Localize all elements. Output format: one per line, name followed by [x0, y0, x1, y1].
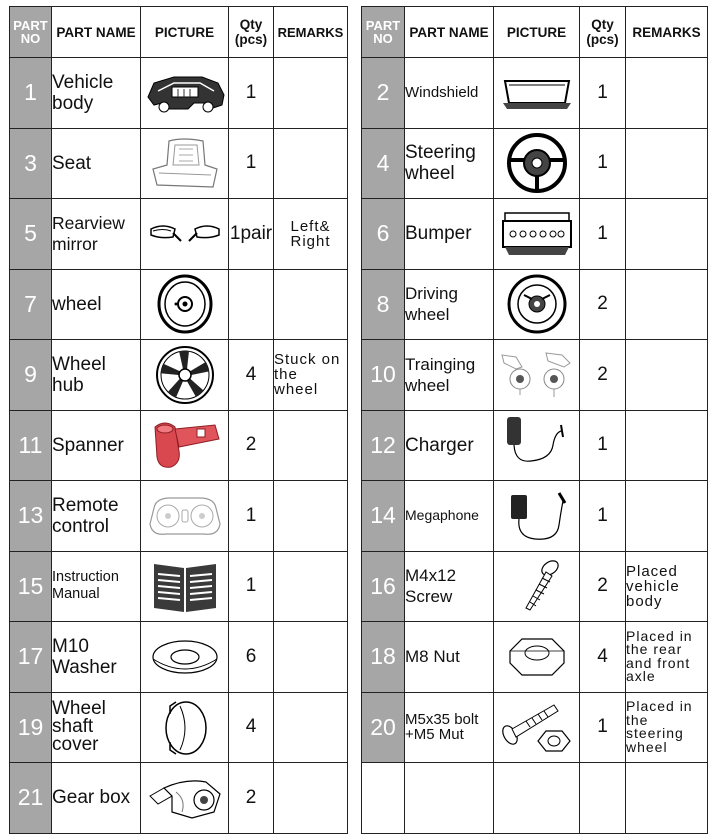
- table-row: [10, 481, 348, 552]
- table-row: [362, 622, 708, 693]
- part-no: 12: [362, 410, 405, 481]
- part-picture: [141, 410, 229, 481]
- driving-wheel-icon: [506, 273, 568, 335]
- seat-icon: [147, 135, 223, 191]
- bumper-icon: [499, 207, 575, 261]
- parts-table-left: [9, 6, 348, 834]
- shaft-cover-icon: [160, 696, 210, 758]
- part-name: [405, 763, 494, 834]
- part-remarks: Placed vehicle body: [626, 551, 708, 622]
- part-picture: [141, 128, 229, 199]
- part-qty: 4: [229, 692, 274, 763]
- table-row: [362, 481, 708, 552]
- table-row: [10, 199, 348, 270]
- part-picture: [141, 763, 229, 834]
- part-qty: 1: [229, 551, 274, 622]
- part-no: 17: [10, 622, 52, 693]
- part-qty: 1: [229, 481, 274, 552]
- part-qty: 4: [229, 340, 274, 411]
- part-qty: 2: [580, 340, 626, 411]
- table-row: [10, 128, 348, 199]
- part-no: 3: [10, 128, 52, 199]
- table-row: [10, 340, 348, 411]
- part-remarks: Left& Right: [274, 199, 348, 270]
- table-row: [362, 58, 708, 129]
- part-name: Driving wheel: [405, 269, 494, 340]
- part-picture: [494, 58, 580, 129]
- part-picture: [141, 481, 229, 552]
- part-picture: [141, 551, 229, 622]
- windshield-icon: [499, 73, 575, 113]
- part-remarks: [626, 763, 708, 834]
- part-qty: 1: [580, 410, 626, 481]
- part-no: 8: [362, 269, 405, 340]
- part-qty: 1: [229, 58, 274, 129]
- part-picture: [141, 622, 229, 693]
- part-qty: [580, 763, 626, 834]
- table-row: [10, 622, 348, 693]
- part-picture: [494, 551, 580, 622]
- part-remarks: [274, 269, 348, 340]
- part-qty: [229, 269, 274, 340]
- table-row: [362, 128, 708, 199]
- header-qty: Qty (pcs): [229, 7, 274, 58]
- part-remarks: [626, 410, 708, 481]
- part-name: M4x12 Screw: [405, 551, 494, 622]
- part-name: Gear box: [52, 763, 141, 834]
- rearview-mirror-icon: [147, 219, 223, 249]
- part-name: Steering wheel: [405, 128, 494, 199]
- megaphone-icon: [501, 485, 573, 547]
- header-picture: PICTURE: [494, 7, 580, 58]
- header-part-name: PART NAME: [405, 7, 494, 58]
- part-name: Remote control: [52, 481, 141, 552]
- part-remarks: [274, 763, 348, 834]
- part-picture: [141, 269, 229, 340]
- part-qty: 2: [580, 269, 626, 340]
- part-picture: [494, 763, 580, 834]
- part-picture: [141, 58, 229, 129]
- wheel-icon: [156, 274, 214, 334]
- part-no: 1: [10, 58, 52, 129]
- part-picture: [141, 199, 229, 270]
- part-no: 11: [10, 410, 52, 481]
- gear-box-icon: [146, 772, 224, 824]
- part-qty: 1: [580, 481, 626, 552]
- part-remarks: [274, 410, 348, 481]
- header-picture: PICTURE: [141, 7, 229, 58]
- part-no: 6: [362, 199, 405, 270]
- part-qty: 2: [229, 410, 274, 481]
- part-name: Wheel shaft cover: [52, 692, 141, 763]
- table-row: [10, 269, 348, 340]
- part-picture: [494, 340, 580, 411]
- header-part-name: PART NAME: [52, 7, 141, 58]
- part-no: 4: [362, 128, 405, 199]
- part-no: 9: [10, 340, 52, 411]
- part-no: 19: [10, 692, 52, 763]
- part-remarks: [626, 128, 708, 199]
- part-qty: 1: [229, 128, 274, 199]
- steering-wheel-icon: [505, 132, 569, 194]
- header-part-no: PART NO: [362, 7, 405, 58]
- part-remarks: [274, 128, 348, 199]
- part-no: 2: [362, 58, 405, 129]
- part-remarks: [274, 551, 348, 622]
- part-name: Wheel hub: [52, 340, 141, 411]
- part-name: M10 Washer: [52, 622, 141, 693]
- table-row: [362, 763, 708, 834]
- part-remarks: [626, 269, 708, 340]
- part-no: 18: [362, 622, 405, 693]
- part-no: 5: [10, 199, 52, 270]
- part-remarks: Placed in the rear and front axle: [626, 622, 708, 693]
- part-no: 20: [362, 692, 405, 763]
- header-qty: Qty (pcs): [580, 7, 626, 58]
- part-name: Windshield: [405, 58, 494, 129]
- part-qty: 6: [229, 622, 274, 693]
- remote-control-icon: [146, 494, 224, 538]
- part-picture: [494, 692, 580, 763]
- part-name: Seat: [52, 128, 141, 199]
- header-row: [10, 7, 348, 58]
- table-row: [362, 551, 708, 622]
- header-part-no: PART NO: [10, 7, 52, 58]
- header-row: [362, 7, 708, 58]
- part-qty: 2: [229, 763, 274, 834]
- part-no: 21: [10, 763, 52, 834]
- part-no: 7: [10, 269, 52, 340]
- table-row: [10, 410, 348, 481]
- part-picture: [494, 410, 580, 481]
- part-qty: 1: [580, 199, 626, 270]
- part-no: 13: [10, 481, 52, 552]
- part-name: Rearview mirror: [52, 199, 141, 270]
- part-name: Megaphone: [405, 481, 494, 552]
- training-wheel-icon: [498, 349, 576, 401]
- part-remarks: [626, 340, 708, 411]
- table-row: [10, 58, 348, 129]
- part-remarks: [274, 58, 348, 129]
- part-qty: 2: [580, 551, 626, 622]
- header-remarks: REMARKS: [626, 7, 708, 58]
- part-remarks: [626, 481, 708, 552]
- table-row: [10, 551, 348, 622]
- part-picture: [494, 269, 580, 340]
- part-qty: 1pair: [229, 199, 274, 270]
- screw-icon: [512, 556, 562, 616]
- part-picture: [494, 128, 580, 199]
- part-name: Instruction Manual: [52, 551, 141, 622]
- part-remarks: [626, 199, 708, 270]
- vehicle-body-icon: [144, 71, 226, 115]
- part-name: Trainging wheel: [405, 340, 494, 411]
- parts-table-right: [361, 6, 708, 834]
- part-picture: [494, 199, 580, 270]
- part-remarks: Placed in the steering wheel: [626, 692, 708, 763]
- table-row: [362, 692, 708, 763]
- part-no: 15: [10, 551, 52, 622]
- part-qty: 1: [580, 128, 626, 199]
- part-name: M5x35 bolt +M5 Mut: [405, 692, 494, 763]
- part-remarks: [626, 58, 708, 129]
- part-name: wheel: [52, 269, 141, 340]
- charger-icon: [501, 413, 573, 477]
- table-row: [362, 269, 708, 340]
- part-picture: [494, 622, 580, 693]
- part-qty: 4: [580, 622, 626, 693]
- part-picture: [141, 692, 229, 763]
- part-name: Bumper: [405, 199, 494, 270]
- part-qty: 1: [580, 58, 626, 129]
- manual-icon: [152, 558, 218, 614]
- table-row: [362, 410, 708, 481]
- part-no: 10: [362, 340, 405, 411]
- part-no: 14: [362, 481, 405, 552]
- table-row: [10, 692, 348, 763]
- table-row: [10, 763, 348, 834]
- part-qty: 1: [580, 692, 626, 763]
- part-no: [362, 763, 405, 834]
- table-row: [362, 340, 708, 411]
- part-picture: [494, 481, 580, 552]
- part-remarks: [274, 622, 348, 693]
- wheel-hub-icon: [155, 345, 215, 405]
- header-remarks: REMARKS: [274, 7, 348, 58]
- part-remarks: [274, 692, 348, 763]
- part-name: Charger: [405, 410, 494, 481]
- table-row: [362, 199, 708, 270]
- part-name: M8 Nut: [405, 622, 494, 693]
- part-remarks: Stuck on the wheel: [274, 340, 348, 411]
- part-name: Spanner: [52, 410, 141, 481]
- part-picture: [141, 340, 229, 411]
- bolt-nut-icon: [498, 697, 576, 757]
- spanner-icon: [145, 417, 225, 473]
- part-name: Vehicle body: [52, 58, 141, 129]
- part-no: 16: [362, 551, 405, 622]
- nut-icon: [502, 631, 572, 683]
- washer-icon: [150, 635, 220, 679]
- part-remarks: [274, 481, 348, 552]
